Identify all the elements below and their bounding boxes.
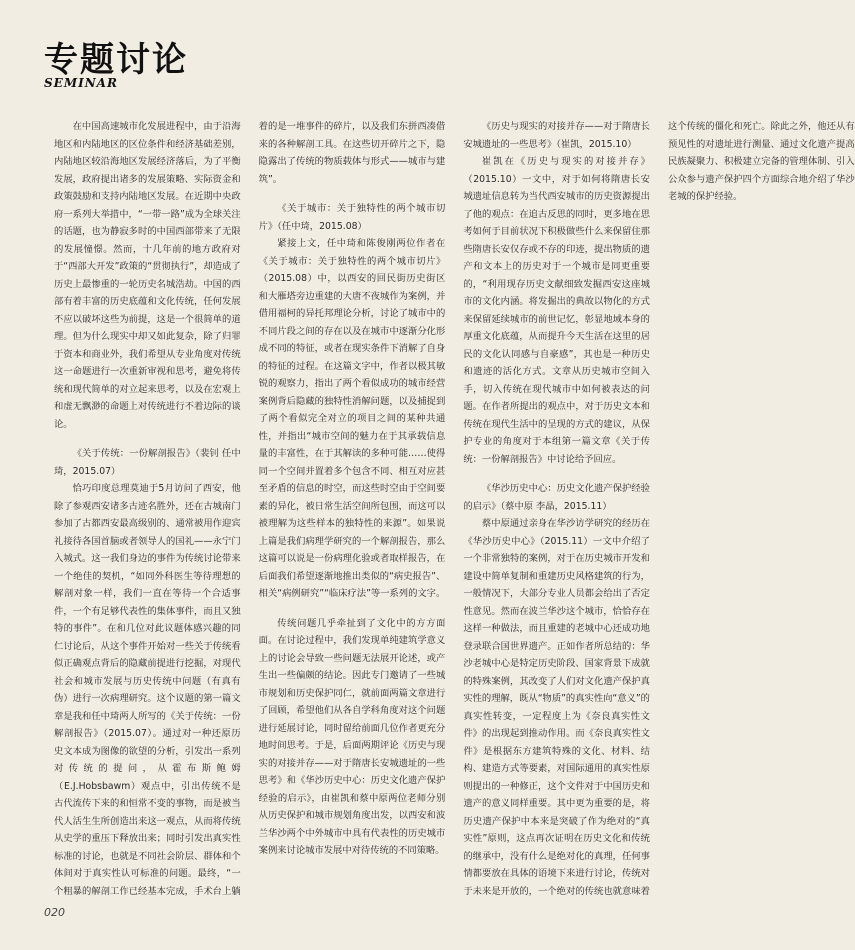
page-header	[44, 40, 188, 90]
reference-citation: 《华沙历史中心：历史文化遗产保护经验的启示》（蔡中原 李晶，2015.11）	[463, 483, 650, 512]
body-paragraph: 蔡中原通过亲身在华沙访学研究的经历在《华沙历史中心》（2015.11）一文中介绍了一个非常独特的案例，对于在历史城市开发和建设中简单复制和重建历史风格建筑的行为，一般情况下，大部分专业人员都会给出了否定性意见。然而在波兰华沙这个城市，恰恰存在这样一种做法，而且重建的老城中心还成功地登录联合国世界遗产。正如作者所总结的：华沙老城中心是特定历史阶段、国家背景下成就的特殊案例，其改变了人们对文化遗产保护真实性的理解，既从“物质”的真实性向“意义”的真实性转变，一定程度上为《奈良真实性文件》的出现起到推动作用。而《奈良真实性文件》是根据东方建筑特殊的文化、材料、结构、建造方式等要素，对国际通用的真实性原则提出的一种修正，这个文件对于中国历史和遗产的意义同样重要。其中更为重要的是，将历史遗产保护中本来是突破了作为绝对的“真实性”原则，这点再次证明在历史文化和传统的继承中，没有什么是绝对化的真理，任何事情都要放在具体的语境下来进行讨论，传统对于未来是开放的，一个绝对的传统也就意味着这个传统的僵化和死亡。除此之外，他还从有预见性的对遗址进行测量、通过文化遗产提高民族凝聚力、积极建立完备的管理体制、引入公众参与遗产保护四个方面综合地介绍了华沙老城的保护经验。	[463, 121, 855, 897]
article-body	[54, 118, 855, 903]
body-paragraph: 崔凯在《历史与现实的对接并存》（2015.10）一文中，对于如何将隋唐长安城遗址信息转为当代西安城市的历史资源提出了他的观点：在追古反思的同时，更多地在思考如何于目前状况下积极做些什么来保留住那些隋唐长安仅存或不存的印迹，提出物质的遗产和文本上的历史对于一个城市是同更重要的，“利用现存历史文献细致发掘西安这座城市的文化内涵。将发掘出的典故以物化的方式来保留延续城市的前世记忆，彰显地域本身的厚重文化底蕴，从而提升今天生活在这里的居民的文化认同感与自豪感”，其也是一种历史和遗迹的活化方式。文章从历史城市空间入手，切入传统在现代城市中如何被表达的问题。在作者所提出的观点中，对于历史文本和传统在现代生活中的呈现的方式的建议，从保护专业的角度对于本组第一篇文章《关于传统：一份解剖报告》中讨论给予回应。	[463, 156, 650, 465]
section-title: 专题讨论	[44, 40, 188, 80]
reference-citation: 《历史与现实的对接并存——对于隋唐长安城遗址的一些思考》（崔凯，2015.10）	[463, 121, 650, 150]
body-paragraph: 在中国高速城市化发展进程中，由于沿海地区和内陆地区的区位条件和经济基础差别，内陆地区较沿海地区发展经济落后，为了平衡发展，政府提出诸多的发展策略、实际资金和政策鼓励和支持内陆地区发展。在近期中央政府一系列大举措中，“一带一路”成为全球关注的话题，也为静寂多时的中国西部带来了无限的发展憧憬。然而，十几年前的地方政府对于“西部大开发”政策的“贯彻执行”，却造成了历史上最惨重的一轮历史名城浩劫。中国的西部有着丰富的历史底蕴和文化传统，任何发展不应以破坏这些为前提，这是一个很简单的道理。但为什么现实中却又如此复杂，除了归罪于资本和商业外，我们希望从专业角度对传统这一命题进行一次重新审视和思考，避免将传统和现代简单的对立起来思考，以及在宏观上和虚无飘渺的命题上对传统进行不着边际的谈论。	[54, 121, 241, 430]
article-section	[259, 200, 446, 860]
section-subtitle: SEMINAR	[44, 76, 118, 90]
page-number: 020	[44, 906, 65, 919]
reference-citation: 《关于传统：一份解剖报告》（裴钊 任中琦，2015.07）	[54, 448, 241, 477]
article-section	[463, 118, 650, 468]
article-intro	[54, 118, 241, 433]
body-paragraph: 恰巧印度总理莫迪于5月访问了西安，他除了参观西安诸多古迹名胜外，还在古城南门参加了古都西安最高级别的、通常被用作迎宾礼接待各国首脑或者领导人的国礼——永宁门入城式。这一我们身边的事件为传统讨论带来一个绝佳的契机，“如同外科医生等待理想的解剖对象一样，我们一直在等待一个合适事件，一个有足够代表性的集体事件，而且又独特的事件”。在和几位对此议题体感兴趣的同仁讨论后，从这个事件开始对一些关于传统看似正确观点背后的隐藏前提进行挖掘，对现代社会和城市发展与历史传统中问题（有真有伪）进行一次病理研究。这个议题的第一篇文章是我和任中琦两人所写的《关于传统：一份解剖报告》（2015.07）。通过对一种还原历史文本成为图像的欲望的分析，引发出一系列对传统的提问，从霍布斯鲍姆（E.J.Hobsbawm）观点中，引出传统不是古代流传下来的和恒常不变的事物，而是被当代人活生生所创造出来这一观点，从而将传统从史学的重压下释放出来；同时引发出真实性标准的讨论，也就是不同社会阶层、群体和个体间对于真实性认可标准的问题。最终，“一个粗暴的解剖工作已经基本完成，手术台上躺着的是一堆事件的碎片，以及我们东拼西凑借来的各种解剖工具。在这些切开碎片之下，隐隐露出了传统的物质载体与形式——城市与建筑”。	[54, 121, 446, 897]
reference-citation: 《关于城市：关于独特性的两个城市切片》（任中琦，2015.08）	[258, 203, 446, 232]
body-paragraph: 紧接上文，任中琦和陈俊刚两位作者在《关于城市：关于独特性的两个城市切片》（2015.08）中，以西安的回民街历史街区和大雁塔旁边重建的大唐不夜城作为案例，并借用福柯的异托邦理论分析，讨论了城市中的不同片段之间的存在以及在城市中逐渐分化形成不同的特征，或者在现实条件下消解了自身的特征的过程。在这篇文字中，作者以极其敏锐的观察力，指出了两个看似成功的城市经营案例背后隐藏的独特性消解问题，以及捕捉到了两个看似完全对立的项目之间的某种共通性，并指出“城市空间的魅力在于其承载信息量的丰富性，在于其解读的多种可能……使得同一个空间并置着多个包含不同、相互对应甚至矛盾的信息的时空，而这些时空由于空间要素的异化，被日常生活空间所包围，而这可以被理解为这些样本的独特性的来源”。如果说上篇是我们病理学研究的一个解剖报告，那么这篇可以说是一份病理化验或者取样报告，在后面我们希望逐渐地推出类似的“病史报告”、相关“病例研究”“临床疗法”等一系列的文字。	[258, 238, 446, 599]
body-paragraph: 传统问题几乎牵扯到了文化中的方方面面。在讨论过程中，我们发现单纯建筑学意义上的讨论会导致一些问题无法展开论述，或产生出一些偏颇的结论。因此专门邀请了一些城市规划和历史保护同仁，就前面两篇文章进行了回顾，希望他们从各自学科角度对这个问题进行延展讨论，同时留给前面几位作者更充分地时间思考。于是，后面两期评论《历史与现实的对接并存——对于隋唐长安城遗址的一些思考》和《华沙历史中心：历史文化遗产保护经验的启示》，由崔凯和蔡中原两位老师分别从历史保护和城市规划角度出发，以西安和波兰华沙两个中外城市中具有代表性的历史城市案例来讨论城市发展中对待传统的不同策略。	[258, 617, 446, 856]
